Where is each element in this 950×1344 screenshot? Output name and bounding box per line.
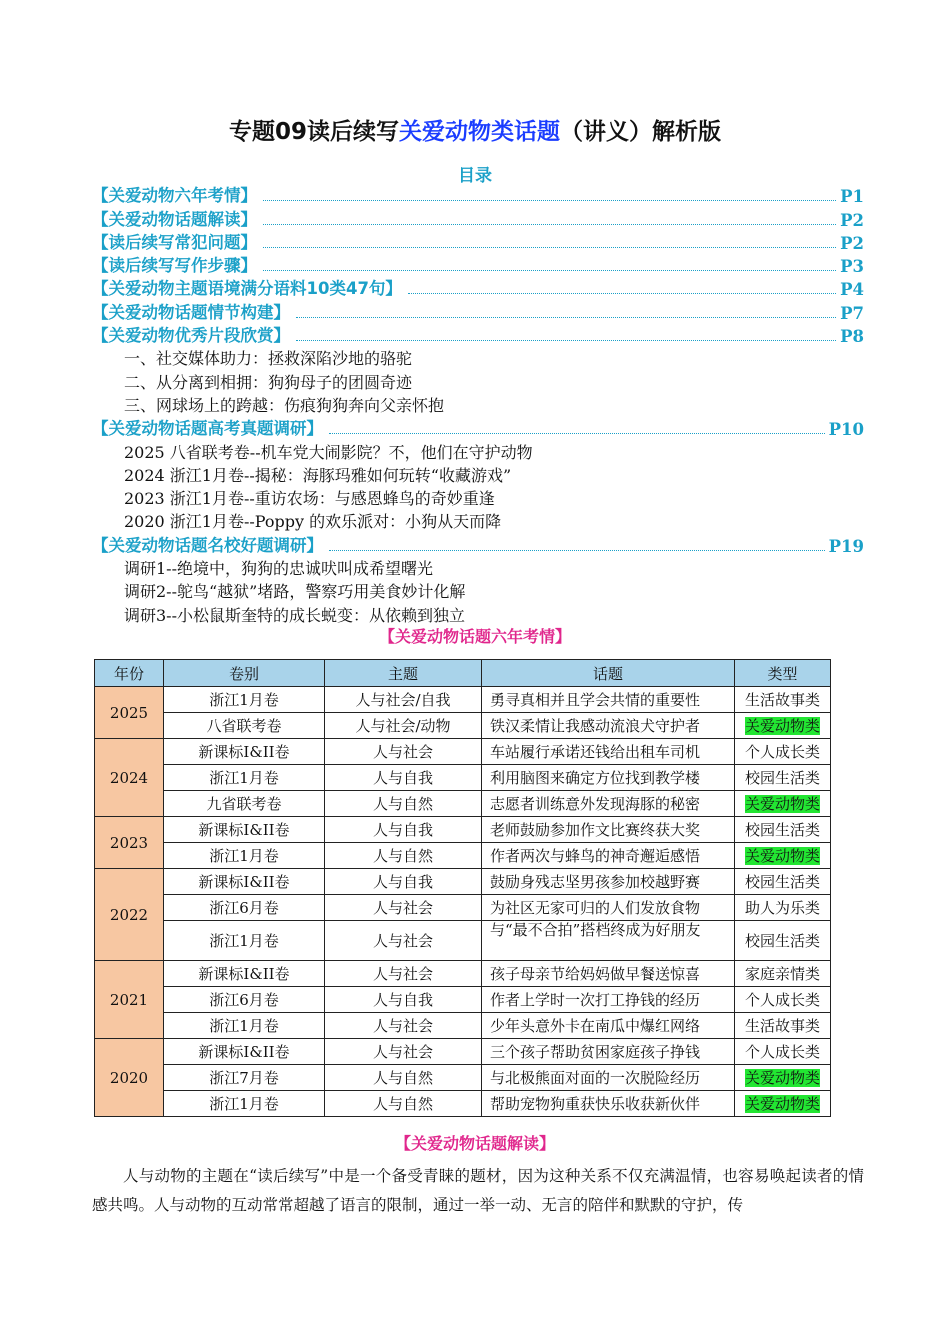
topic-cell: 车站履行承诺还钱给出租车司机 bbox=[482, 739, 735, 765]
paper-cell: 八省联考卷 bbox=[164, 713, 325, 739]
toc-page-number: P2 bbox=[840, 210, 864, 230]
theme-cell: 人与自我 bbox=[325, 869, 482, 895]
toc-sub-entry[interactable]: 二、从分离到相拥：狗狗母子的团圆奇迹 bbox=[124, 372, 413, 392]
theme-cell: 人与社会 bbox=[325, 739, 482, 765]
toc-entry-label: 【关爱动物主题语境满分语料10类47句】 bbox=[92, 279, 402, 299]
paper-cell: 新课标I&II卷 bbox=[164, 1039, 325, 1065]
toc-leader-dots bbox=[263, 200, 836, 201]
table-row bbox=[95, 1091, 831, 1117]
type-label: 助人为乐类 bbox=[744, 899, 820, 917]
year-cell: 2020 bbox=[95, 1039, 164, 1117]
toc-entry[interactable] bbox=[92, 230, 864, 253]
topic-cell: 与北极熊面对面的一次脱险经历 bbox=[482, 1065, 735, 1091]
toc-sub-entry[interactable]: 调研3--小松鼠斯奎特的成长蜕变：从依赖到独立 bbox=[124, 605, 465, 625]
type-cell bbox=[735, 791, 831, 817]
toc-leader-dots bbox=[408, 293, 836, 294]
toc-leader-dots bbox=[263, 247, 836, 248]
year-cell: 2025 bbox=[95, 687, 164, 739]
theme-cell: 人与社会 bbox=[325, 1013, 482, 1039]
toc-entry-label: 【关爱动物话题解读】 bbox=[92, 209, 257, 229]
topic-cell: 帮助宠物狗重获快乐收获新伙伴 bbox=[482, 1091, 735, 1117]
toc-leader-dots bbox=[329, 550, 825, 551]
year-cell: 2021 bbox=[95, 961, 164, 1039]
type-label: 关爱动物类 bbox=[744, 795, 820, 813]
toc-page-number: P1 bbox=[840, 187, 864, 207]
theme-cell: 人与自然 bbox=[325, 843, 482, 869]
theme-cell: 人与自然 bbox=[325, 791, 482, 817]
theme-cell: 人与社会 bbox=[325, 895, 482, 921]
toc-entry[interactable] bbox=[92, 416, 864, 439]
toc-sub-entry[interactable]: 调研1--绝境中，狗狗的忠诚吠叫成希望曙光 bbox=[124, 559, 433, 579]
paper-cell: 浙江1月卷 bbox=[164, 921, 325, 961]
title-suffix: （讲义）解析版 bbox=[560, 119, 721, 145]
toc-entry[interactable] bbox=[92, 206, 864, 229]
toc-sub-entry[interactable]: 2020 浙江1月卷--Poppy 的欢乐派对：小狗从天而降 bbox=[124, 512, 502, 532]
topic-cell: 与“最不合拍”搭档终成为好朋友 bbox=[482, 921, 735, 961]
type-cell bbox=[735, 765, 831, 791]
col-paper: 卷别 bbox=[164, 660, 325, 687]
type-cell bbox=[735, 895, 831, 921]
toc-sub-entry[interactable]: 2025 八省联考卷--机车党大闹影院？不，他们在守护动物 bbox=[124, 442, 533, 462]
toc-sub-entry[interactable]: 2024 浙江1月卷--揭秘：海豚玛雅如何玩转“收藏游戏” bbox=[124, 465, 512, 485]
type-label: 个人成长类 bbox=[744, 743, 820, 761]
toc-sub-entry[interactable]: 三、网球场上的跨越：伤痕狗狗奔向父亲怀抱 bbox=[124, 395, 445, 415]
col-year: 年份 bbox=[95, 660, 164, 687]
topic-cell: 为社区无家可归的人们发放食物 bbox=[482, 895, 735, 921]
theme-cell: 人与自然 bbox=[325, 1065, 482, 1091]
type-cell bbox=[735, 869, 831, 895]
exam-history-table bbox=[94, 659, 831, 1117]
title-highlight: 关爱动物类话题 bbox=[399, 119, 560, 145]
col-topic: 话题 bbox=[482, 660, 735, 687]
type-cell bbox=[735, 921, 831, 961]
toc-sub-entry[interactable]: 一、社交媒体助力：拯救深陷沙地的骆驼 bbox=[124, 349, 413, 369]
table-header-row bbox=[95, 660, 831, 687]
section-heading-exam-history: 【关爱动物话题六年考情】 bbox=[378, 627, 571, 646]
paper-cell: 浙江7月卷 bbox=[164, 1065, 325, 1091]
paper-cell: 浙江6月卷 bbox=[164, 987, 325, 1013]
page-title bbox=[0, 113, 950, 146]
topic-cell: 作者两次与蜂鸟的神奇邂逅感悟 bbox=[482, 843, 735, 869]
topic-cell: 铁汉柔情让我感动流浪犬守护者 bbox=[482, 713, 735, 739]
table-row bbox=[95, 687, 831, 713]
toc-page-number: P19 bbox=[828, 536, 864, 556]
toc-heading: 目录 bbox=[458, 166, 492, 186]
type-cell bbox=[735, 687, 831, 713]
type-label: 个人成长类 bbox=[744, 991, 820, 1009]
type-cell bbox=[735, 961, 831, 987]
topic-cell: 鼓励身残志坚男孩参加校越野赛 bbox=[482, 869, 735, 895]
type-cell bbox=[735, 843, 831, 869]
paper-cell: 浙江1月卷 bbox=[164, 843, 325, 869]
toc-entry[interactable] bbox=[92, 323, 864, 346]
type-label: 关爱动物类 bbox=[744, 717, 820, 735]
toc-entry-label: 【关爱动物话题高考真题调研】 bbox=[92, 419, 323, 439]
paper-cell: 新课标I&II卷 bbox=[164, 869, 325, 895]
type-label: 校园生活类 bbox=[744, 821, 820, 839]
toc-entry[interactable] bbox=[92, 299, 864, 322]
paper-cell: 浙江1月卷 bbox=[164, 1091, 325, 1117]
theme-cell: 人与社会/自我 bbox=[325, 687, 482, 713]
type-cell bbox=[735, 1091, 831, 1117]
theme-cell: 人与自我 bbox=[325, 765, 482, 791]
toc-leader-dots bbox=[263, 270, 836, 271]
toc-entry-label: 【关爱动物话题名校好题调研】 bbox=[92, 535, 323, 555]
topic-cell: 作者上学时一次打工挣钱的经历 bbox=[482, 987, 735, 1013]
table-row bbox=[95, 895, 831, 921]
toc-leader-dots bbox=[296, 317, 836, 318]
type-label: 关爱动物类 bbox=[744, 1069, 820, 1087]
type-label: 家庭亲情类 bbox=[744, 965, 820, 983]
type-label: 生活故事类 bbox=[744, 691, 820, 709]
toc-entry-label: 【关爱动物话题情节构建】 bbox=[92, 302, 290, 322]
topic-cell: 勇寻真相并且学会共情的重要性 bbox=[482, 687, 735, 713]
topic-cell: 孩子母亲节给妈妈做早餐送惊喜 bbox=[482, 961, 735, 987]
toc-sub-entry[interactable]: 2023 浙江1月卷--重访农场：与感恩蜂鸟的奇妙重逢 bbox=[124, 489, 495, 509]
type-label: 关爱动物类 bbox=[744, 847, 820, 865]
toc-entry-label: 【关爱动物优秀片段欣赏】 bbox=[92, 326, 290, 346]
paper-cell: 新课标I&II卷 bbox=[164, 739, 325, 765]
type-cell bbox=[735, 1039, 831, 1065]
toc-entry[interactable] bbox=[92, 532, 864, 555]
theme-cell: 人与自然 bbox=[325, 1091, 482, 1117]
table-of-contents bbox=[92, 183, 864, 626]
topic-cell: 老师鼓励参加作文比赛终获大奖 bbox=[482, 817, 735, 843]
toc-page-number: P8 bbox=[840, 327, 864, 347]
paper-cell: 九省联考卷 bbox=[164, 791, 325, 817]
theme-cell: 人与自我 bbox=[325, 817, 482, 843]
toc-leader-dots bbox=[296, 340, 836, 341]
toc-entry-label: 【读后续写常犯问题】 bbox=[92, 232, 257, 252]
paper-cell: 新课标I&II卷 bbox=[164, 817, 325, 843]
table-row bbox=[95, 869, 831, 895]
intro-paragraph: 人与动物的主题在“读后续写”中是一个备受青睐的题材，因为这种关系不仅充满温情，也容易唤起读者的情感共鸣。人与动物的互动常常超越了语言的限制，通过一举一动、无言的陪伴和默默的守护，传 bbox=[92, 1167, 864, 1214]
toc-page-number: P4 bbox=[840, 280, 864, 300]
toc-leader-dots bbox=[329, 433, 825, 434]
type-cell bbox=[735, 1013, 831, 1039]
type-label: 校园生活类 bbox=[744, 769, 820, 787]
toc-page-number: P10 bbox=[828, 420, 864, 440]
toc-entry[interactable] bbox=[92, 183, 864, 206]
toc-entry-label: 【读后续写写作步骤】 bbox=[92, 256, 257, 276]
type-label: 个人成长类 bbox=[744, 1043, 820, 1061]
paper-cell: 浙江6月卷 bbox=[164, 895, 325, 921]
type-label: 校园生活类 bbox=[744, 932, 820, 950]
table-row bbox=[95, 791, 831, 817]
type-cell bbox=[735, 817, 831, 843]
table-row bbox=[95, 961, 831, 987]
topic-cell: 志愿者训练意外发现海豚的秘密 bbox=[482, 791, 735, 817]
table-row bbox=[95, 1039, 831, 1065]
table-row bbox=[95, 921, 831, 961]
topic-cell: 三个孩子帮助贫困家庭孩子挣钱 bbox=[482, 1039, 735, 1065]
toc-entry-label: 【关爱动物六年考情】 bbox=[92, 186, 257, 206]
section-heading-topic-intro: 【关爱动物话题解读】 bbox=[394, 1134, 555, 1153]
theme-cell: 人与自我 bbox=[325, 987, 482, 1013]
table-row bbox=[95, 713, 831, 739]
paper-cell: 新课标I&II卷 bbox=[164, 961, 325, 987]
table-row bbox=[95, 1065, 831, 1091]
paper-cell: 浙江1月卷 bbox=[164, 1013, 325, 1039]
toc-page-number: P2 bbox=[840, 233, 864, 253]
type-label: 生活故事类 bbox=[744, 1017, 820, 1035]
toc-entry[interactable] bbox=[92, 253, 864, 276]
theme-cell: 人与社会/动物 bbox=[325, 713, 482, 739]
toc-entry[interactable] bbox=[92, 276, 864, 299]
topic-cell: 利用脑图来确定方位找到教学楼 bbox=[482, 765, 735, 791]
theme-cell: 人与社会 bbox=[325, 961, 482, 987]
type-label: 关爱动物类 bbox=[744, 1095, 820, 1113]
type-cell bbox=[735, 713, 831, 739]
paper-cell: 浙江1月卷 bbox=[164, 687, 325, 713]
table-row bbox=[95, 739, 831, 765]
table-row bbox=[95, 1013, 831, 1039]
topic-cell: 少年头意外卡在南瓜中爆红网络 bbox=[482, 1013, 735, 1039]
year-cell: 2023 bbox=[95, 817, 164, 869]
col-type: 类型 bbox=[735, 660, 831, 687]
col-theme: 主题 bbox=[325, 660, 482, 687]
toc-sub-entry[interactable]: 调研2--鸵鸟“越狱”堵路，警察巧用美食妙计化解 bbox=[124, 582, 466, 602]
table-row bbox=[95, 843, 831, 869]
type-cell bbox=[735, 739, 831, 765]
theme-cell: 人与社会 bbox=[325, 1039, 482, 1065]
toc-page-number: P7 bbox=[840, 303, 864, 323]
paper-cell: 浙江1月卷 bbox=[164, 765, 325, 791]
table-row bbox=[95, 765, 831, 791]
table-row bbox=[95, 987, 831, 1013]
year-cell: 2022 bbox=[95, 869, 164, 961]
theme-cell: 人与社会 bbox=[325, 921, 482, 961]
toc-leader-dots bbox=[263, 224, 836, 225]
title-prefix: 专题09读后续写 bbox=[228, 119, 399, 145]
table-row bbox=[95, 817, 831, 843]
type-label: 校园生活类 bbox=[744, 873, 820, 891]
type-cell bbox=[735, 987, 831, 1013]
toc-page-number: P3 bbox=[840, 257, 864, 277]
year-cell: 2024 bbox=[95, 739, 164, 817]
type-cell bbox=[735, 1065, 831, 1091]
